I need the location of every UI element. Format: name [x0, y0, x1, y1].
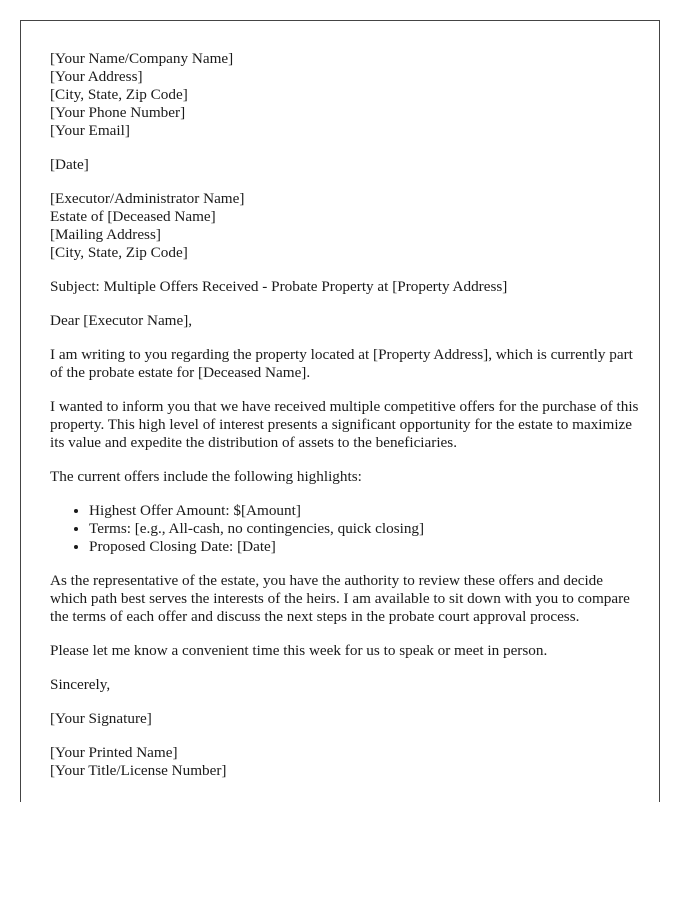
signoff-block	[50, 744, 640, 780]
list-item: • Terms: [e.g., All-cash, no contingencies, quick closing]	[89, 520, 640, 538]
sender-phone: [Your Phone Number]	[50, 104, 186, 121]
closing: Sincerely,	[50, 676, 111, 693]
sender-email: [Your Email]	[50, 122, 130, 139]
printed-name: [Your Printed Name]	[50, 744, 178, 761]
date-block	[50, 156, 640, 174]
sender-name: [Your Name/Company Name]	[50, 50, 234, 67]
subject-line: Subject: Multiple Offers Received - Probate Property at [Property Address]	[50, 278, 508, 295]
intro-paragraph: I am writing to you regarding the property located at [Property Address], which is currently part of the probate estate for [Deceased Name].	[50, 346, 633, 381]
closing-request-paragraph: Please let me know a convenient time this week for us to speak or meet in person.	[50, 642, 548, 659]
highlights-list	[50, 502, 640, 556]
recipient-estate: Estate of [Deceased Name]	[50, 208, 216, 225]
signature: [Your Signature]	[50, 710, 152, 727]
letter-body	[50, 50, 640, 796]
list-item: • Proposed Closing Date: [Date]	[89, 538, 640, 556]
offers-paragraph: I wanted to inform you that we have received multiple competitive offers for the purchase of this property. This high level of interest presents a significant opportunity for the estate to maximize its value and expedite the distribution of assets to the beneficiaries.	[50, 398, 639, 451]
authority-paragraph: As the representative of the estate, you have the authority to review these offers and decide which path best serves the interests of the heirs. I am available to sit down with you to compare the terms of each offer and discuss the next steps in the probate court approval process.	[50, 572, 630, 625]
recipient-address: [Mailing Address]	[50, 226, 161, 243]
recipient-city-state-zip: [City, State, Zip Code]	[50, 244, 188, 261]
salutation: Dear [Executor Name],	[50, 312, 193, 329]
recipient-block	[50, 190, 640, 262]
sender-address: [Your Address]	[50, 68, 143, 85]
recipient-name: [Executor/Administrator Name]	[50, 190, 245, 207]
title-license: [Your Title/License Number]	[50, 762, 227, 779]
sender-city-state-zip: [City, State, Zip Code]	[50, 86, 188, 103]
letter-page	[20, 20, 660, 802]
highlights-intro: The current offers include the following highlights:	[50, 468, 362, 485]
letter-date: [Date]	[50, 156, 89, 173]
list-item: • Highest Offer Amount: $[Amount]	[89, 502, 640, 520]
sender-block	[50, 50, 640, 140]
